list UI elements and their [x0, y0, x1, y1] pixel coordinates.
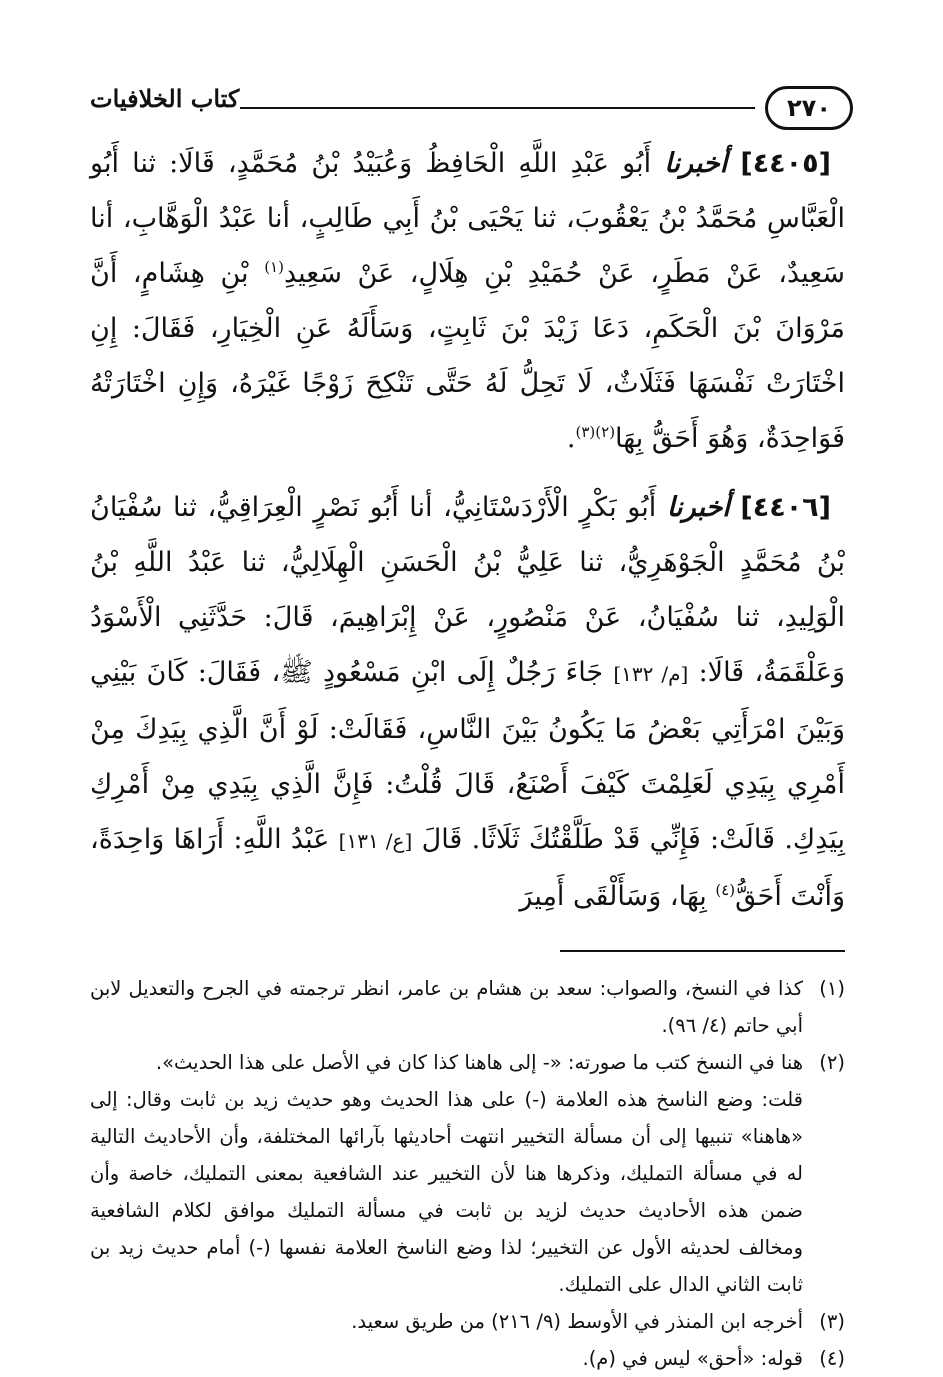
footnote-ref: (٤): [715, 881, 736, 899]
hadith-text: بِهَا، وَسَأَلْقَى أَمِيرَ: [519, 881, 716, 912]
footnote-text: قوله: «أحق» ليس في (م).: [582, 1347, 803, 1370]
footnote-text: أخرجه ابن المنذر في الأوسط (٩/ ٢١٦) من طريق سعيد.: [351, 1310, 803, 1333]
hadith-lead-word: أخبرنا: [664, 148, 728, 179]
footnote-number: (٣): [819, 1310, 845, 1333]
manuscript-marker: [ع/ ١٣١]: [338, 829, 413, 853]
hadith-4405: [90, 136, 845, 466]
manuscript-marker: [م/ ١٣٢]: [613, 662, 689, 686]
footnote: [90, 970, 845, 1044]
hadith-text: أَبُو بَكْرٍ الْأَرْدَسْتَانِيُّ، أنا أَبُو نَصْرٍ الْعِرَاقِيُّ، ثنا سُفْيَانُ بْنُ مُحَمَّدٍ الْجَوْهَرِيُّ، ثنا عَلِيُّ بْنُ الْحَسَنِ الْهِلَالِيُّ، ثنا عَبْدُ اللَّهِ بْنُ الْوَلِيدِ، ثنا سُفْيَانُ، عَنْ مَنْصُورٍ، عَنْ إِبْرَاهِيمَ، قَالَ: حَدَّثَنِي الْأَسْوَدُ وَعَلْقَمَةُ، قَالَا:: [90, 492, 845, 688]
main-text: [90, 136, 845, 924]
footnote-ref: (١): [264, 258, 284, 276]
footnote-ref: (٢)(٣): [575, 423, 616, 441]
footnote-body: [90, 1340, 803, 1377]
footnote-body: [90, 1044, 803, 1303]
footnote: [90, 1340, 845, 1377]
hadith-text: .: [566, 423, 576, 454]
footnote-number: (١): [819, 977, 845, 1000]
hadith-text: أَبُو عَبْدِ اللَّهِ الْحَافِظُ وَعُبَيْدُ بْنُ مُحَمَّدٍ، قَالَا: ثنا أَبُو الْعَبَّاسِ مُحَمَّدُ بْنُ يَعْقُوبَ، ثنا يَحْيَى بْنُ أَبِي طَالِبٍ، أنا عَبْدُ الْوَهَّابِ، أنا سَعِيدٌ، عَنْ مَطَرٍ، عَنْ حُمَيْدِ بْنِ هِلَالٍ، عَنْ سَعِيدِ: [90, 148, 845, 289]
footnote-body: [90, 1303, 803, 1340]
footnotes-list: [90, 970, 845, 1377]
hadith-text: جَاءَ رَجُلٌ إِلَى ابْنِ مَسْعُودٍ ﷺ، فَقَالَ: كَانَ بَيْنِي وَبَيْنَ امْرَأَتِي بَعْضُ مَا يَكُونُ بَيْنَ النَّاسِ، فَقَالَتْ: لَوْ أَنَّ الَّذِي بِيَدِكَ مِنْ أَمْرِي بِيَدِي لَعَلِمْتَ كَيْفَ أَصْنَعُ، قَالَ قُلْتُ: فَإِنَّ الَّذِي بِيَدِي مِنْ أَمْرِكِ بِيَدِكِ. قَالَتْ: فَإِنِّي قَدْ طَلَّقْتُكَ ثَلَاثًا. قَالَ: [90, 657, 845, 855]
footnote-number: (٢): [819, 1051, 845, 1074]
footnote-divider: [560, 950, 845, 952]
footnote-text: كذا في النسخ، والصواب: سعد بن هشام بن عامر، انظر ترجمته في الجرح والتعديل لابن أبي حاتم (٤/ ٩٦).: [90, 977, 803, 1037]
footnote: [90, 1303, 845, 1340]
hadith-4406: [90, 480, 845, 924]
hadith-text: بْنِ هِشَامٍ، أَنَّ مَرْوَانَ بْنَ الْحَكَمِ، دَعَا زَيْدَ بْنَ ثَابِتٍ، وَسَأَلَهُ عَنِ الْخِيَارِ، فَقَالَ: إِنِ اخْتَارَتْ نَفْسَهَا فَثَلَاثٌ، لَا تَحِلُّ لَهُ حَتَّى تَنْكِحَ زَوْجًا غَيْرَهُ، وَإِنِ اخْتَارَتْهُ فَوَاحِدَةٌ، وَهُوَ أَحَقُّ بِهَا: [90, 258, 845, 454]
hadith-number: [٤٤٠٦]: [740, 492, 831, 523]
book-page: [90, 80, 845, 1370]
header-rule: [240, 107, 755, 109]
footnote-number: (٤): [819, 1347, 845, 1370]
footnote: [90, 1044, 845, 1303]
hadith-number: [٤٤٠٥]: [740, 148, 831, 179]
page-number: ٢٧٠: [765, 86, 853, 130]
footnote-text: هنا في النسخ كتب ما صورته: «- إلى هاهنا كذا كان في الأصل على هذا الحديث».: [155, 1051, 803, 1074]
page-header: [90, 80, 845, 136]
footnote-text: قلت: وضع الناسخ هذه العلامة (-) على هذا الحديث وهو حديث زيد بن ثابت وقال: إلى «هاهنا» تنبيها إلى أن مسألة التخيير انتهت أحاديثها بآرائها المختلفة، وأن الأحاديث التالية له في مسألة التمليك، وذكرها هنا لأن التخيير عند الشافعية بمعنى التمليك، خاصة وأن ضمن هذه الأحاديث حديث لزيد بن ثابت في مسألة التمليك موافق لكلام الشافعية ومخالف لحديثه الأول عن التخيير؛ لذا وضع الناسخ العلامة نفسها (-) أمام حديث زيد بن ثابت الثاني الدال على التمليك.: [90, 1088, 803, 1296]
hadith-text: عَبْدُ اللَّهِ: أَرَاهَا وَاحِدَةً، وَأَنْتَ أَحَقُّ: [90, 824, 845, 912]
footnote-body: [90, 970, 803, 1044]
hadith-lead-word: أخبرنا: [666, 492, 730, 523]
book-title: كتاب الخلافيات: [90, 84, 240, 113]
